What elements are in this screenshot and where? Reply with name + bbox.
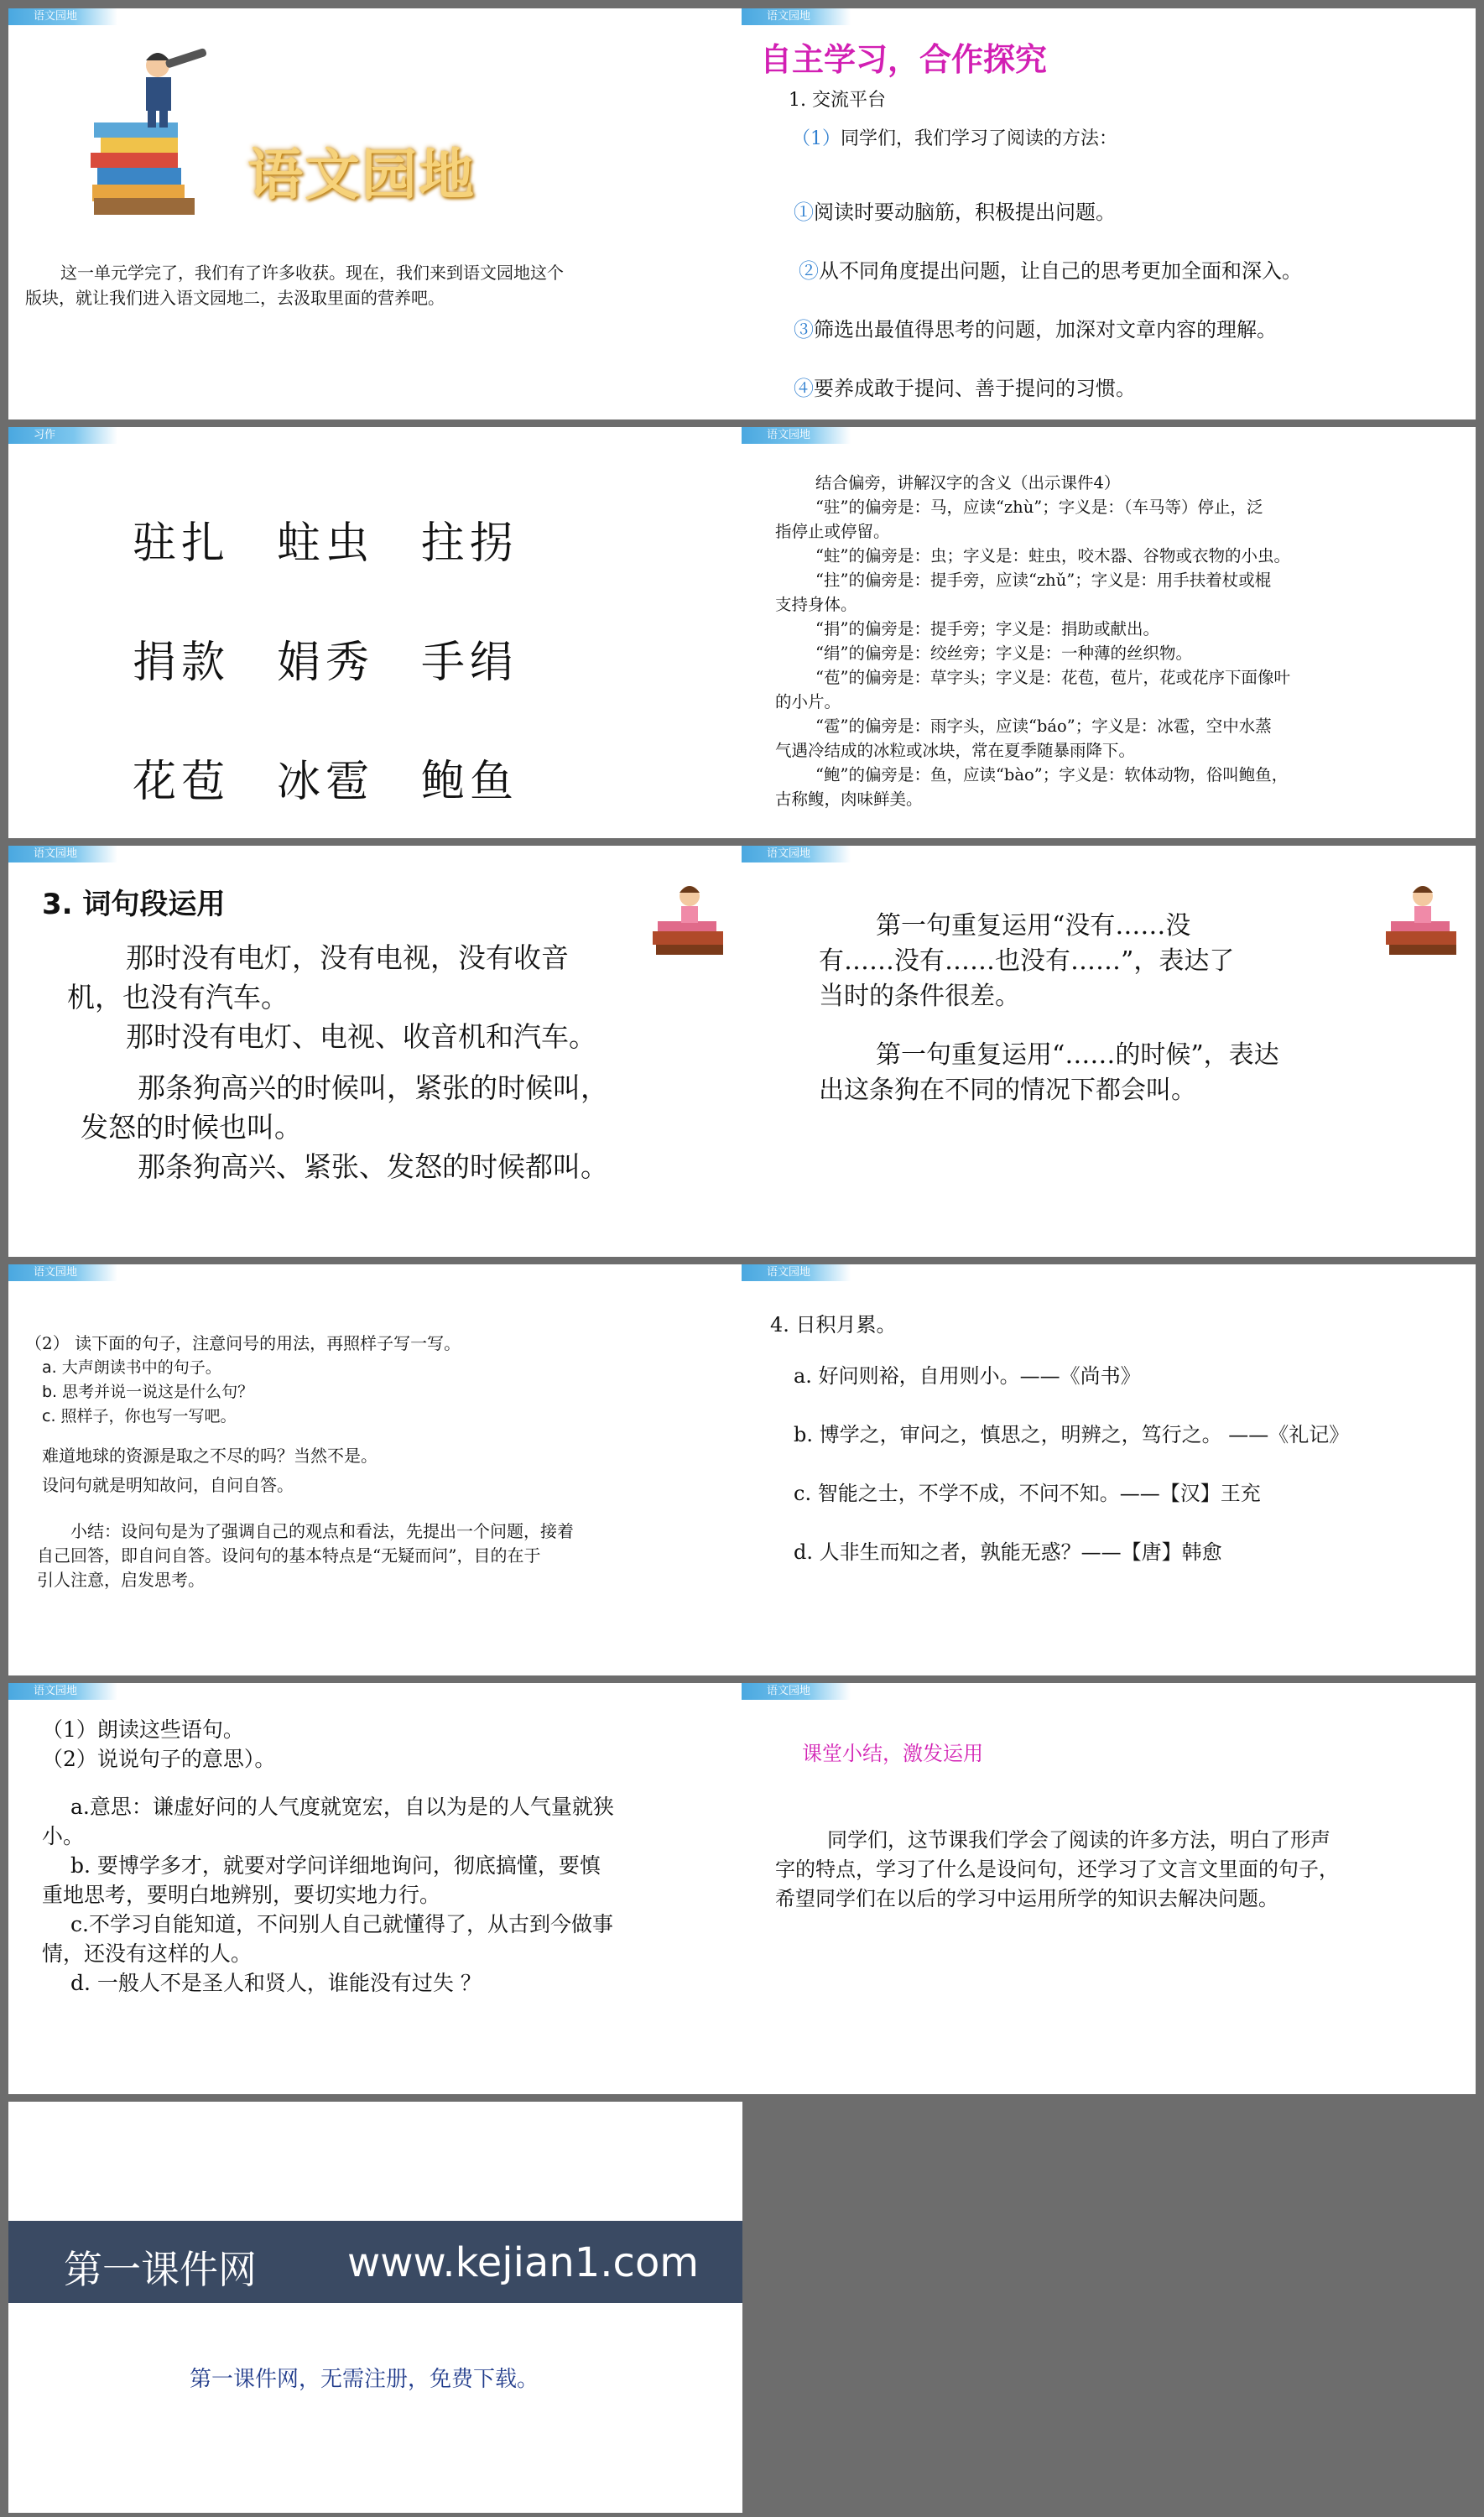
slide-summary bbox=[742, 1683, 1476, 2094]
method-item: ①阅读时要动脑筋，积极提出问题。 bbox=[794, 201, 1116, 224]
proverb-item: c. 智能之士，不学不成，不问不知。——【汉】王充 bbox=[794, 1482, 1261, 1505]
example-line: 难道地球的资源是取之不尽的吗？当然不是。 bbox=[42, 1446, 378, 1466]
meaning-line: 情，还没有这样的人。 bbox=[42, 1941, 253, 1966]
section-tag: 语文园地 bbox=[742, 1683, 851, 1700]
definition-line: 设问句就是明知故问，自问自答。 bbox=[42, 1475, 294, 1495]
slide-heading: 3. 词句段运用 bbox=[42, 888, 226, 921]
item-number: ④ bbox=[794, 377, 814, 400]
slide-title: 语文园地 bbox=[247, 143, 476, 207]
section-tag: 语文园地 bbox=[742, 8, 851, 25]
item-number: ② bbox=[799, 259, 819, 283]
sub-heading: 1. 交流平台 bbox=[789, 90, 886, 111]
example-sentence: 机，也没有汽车。 bbox=[67, 981, 289, 1014]
analysis-line: 第一句重复运用“……的时候”，表达 bbox=[876, 1040, 1279, 1070]
meaning-line: b. 要博学多才，就要对学问详细地询问，彻底搞懂，要慎 bbox=[70, 1853, 601, 1878]
slide-website-ad bbox=[8, 2102, 742, 2513]
meaning-line: a.意思：谦虚好问的人气度就宽宏，自以为是的人气量就狭 bbox=[70, 1795, 614, 1819]
slide-sentence-analysis bbox=[742, 846, 1476, 1257]
explanation-line: “雹”的偏旁是：雨字头，应读“báo”；字义是：冰雹，空中水蒸 bbox=[815, 717, 1272, 736]
slide-exchange-platform bbox=[742, 8, 1476, 420]
explanation-line: 的小片。 bbox=[775, 692, 841, 711]
vocab-word: 驻扎 bbox=[133, 519, 231, 569]
analysis-line: 出这条狗在不同的情况下都会叫。 bbox=[819, 1076, 1196, 1105]
section-tag: 语文园地 bbox=[8, 8, 117, 25]
slide-character-meanings bbox=[742, 427, 1476, 838]
vocab-word: 冰雹 bbox=[277, 757, 375, 807]
meaning-line: d. 一般人不是圣人和贤人，谁能没有过失 ？ bbox=[70, 1971, 482, 1995]
summary-line: 自己回答，即自问自答。设问句的基本特点是“无疑而问”，目的在于 bbox=[37, 1545, 541, 1566]
slide-heading: 4. 日积月累。 bbox=[770, 1313, 897, 1337]
vocab-word: 捐款 bbox=[133, 638, 231, 688]
analysis-line: 第一句重复运用“没有……没 bbox=[876, 911, 1191, 941]
method-item: ④要养成敢于提问、善于提问的习惯。 bbox=[794, 377, 1136, 400]
intro-text-line: 这一单元学完了，我们有了许多收获。现在，我们来到语文园地这个 bbox=[60, 263, 564, 283]
proverb-item: b. 博学之，审问之，慎思之，明辨之，笃行之。 ——《礼记》 bbox=[794, 1423, 1350, 1446]
explanation-line: 古称鳆，肉味鲜美。 bbox=[775, 789, 923, 809]
instruction-line: （2） 读下面的句子，注意问号的用法，再照样子写一写。 bbox=[25, 1333, 461, 1353]
telescope-man-illustration bbox=[76, 42, 218, 218]
slide-sentence-use bbox=[8, 846, 742, 1257]
summary-paragraph-line: 希望同学们在以后的学习中运用所学的知识去解决问题。 bbox=[775, 1887, 1278, 1910]
explanation-line: “苞”的偏旁是：草字头；字义是：花苞，苞片，花或花序下面像叶 bbox=[815, 668, 1290, 687]
summary-paragraph-line: 字的特点，学习了什么是设问句，还学习了文言文里面的句子， bbox=[775, 1858, 1339, 1881]
section-tag: 习作 bbox=[8, 427, 117, 444]
example-sentence: 那时没有电灯，没有电视，没有收音 bbox=[126, 941, 569, 974]
section-tag: 语文园地 bbox=[8, 1683, 117, 1700]
example-sentence: 那条狗高兴的时候叫，紧张的时候叫， bbox=[138, 1071, 608, 1104]
girl-reading-illustration bbox=[646, 878, 730, 961]
slide-intro bbox=[8, 8, 742, 420]
vocab-word: 蛀虫 bbox=[277, 519, 375, 569]
task-line: （1）朗读这些语句。 bbox=[42, 1717, 244, 1742]
section-tag: 语文园地 bbox=[742, 1264, 851, 1281]
explanation-line: 指停止或停留。 bbox=[775, 522, 890, 541]
item-number: ③ bbox=[794, 318, 814, 341]
explanation-line: 结合偏旁，讲解汉字的含义（出示课件4） bbox=[815, 473, 1121, 492]
explanation-line: “蛀”的偏旁是：虫；字义是：蛀虫，咬木器、谷物或衣物的小虫。 bbox=[815, 546, 1290, 565]
vocab-word: 鲍鱼 bbox=[421, 757, 519, 807]
intro-text-line: 版块，就让我们进入语文园地二，去汲取里面的营养吧。 bbox=[25, 288, 445, 308]
intro-number: （1） bbox=[792, 128, 841, 149]
summary-line: 引人注意，启发思考。 bbox=[37, 1570, 205, 1590]
website-banner[interactable] bbox=[8, 2221, 742, 2303]
example-sentence: 那条狗高兴、紧张、发怒的时候都叫。 bbox=[138, 1150, 608, 1183]
slide-rhetorical-question bbox=[8, 1264, 742, 1675]
step-item: a. 大声朗读书中的句子。 bbox=[42, 1358, 221, 1377]
analysis-line: 有……没有……也没有……”，表达了 bbox=[819, 946, 1235, 976]
slide-vocabulary bbox=[8, 427, 742, 838]
slide-heading: 课堂小结，激发运用 bbox=[802, 1742, 983, 1765]
meaning-line: 小。 bbox=[42, 1824, 85, 1848]
example-sentence: 那时没有电灯、电视、收音机和汽车。 bbox=[126, 1020, 596, 1053]
explanation-line: “捐”的偏旁是：提手旁；字义是：捐助或献出。 bbox=[815, 619, 1159, 638]
explanation-line: “驻”的偏旁是：马，应读“zhù”；字义是：（车马等）停止，泛 bbox=[815, 498, 1263, 517]
method-item: ②从不同角度提出问题，让自己的思考更加全面和深入。 bbox=[799, 259, 1302, 283]
vocab-word: 娟秀 bbox=[277, 638, 375, 688]
girl-reading-illustration bbox=[1379, 878, 1463, 961]
explanation-line: “绢”的偏旁是：绞丝旁；字义是：一种薄的丝织物。 bbox=[815, 644, 1192, 663]
section-tag: 语文园地 bbox=[742, 427, 851, 444]
vocab-word: 拄拐 bbox=[421, 519, 519, 569]
section-tag: 语文园地 bbox=[742, 846, 851, 862]
footer-text: 第一课件网，无需注册，免费下载。 bbox=[190, 2367, 539, 2392]
step-item: c. 照样子，你也写一写吧。 bbox=[42, 1407, 237, 1425]
slide-daily-accumulation bbox=[742, 1264, 1476, 1675]
slide-meanings bbox=[8, 1683, 742, 2094]
example-sentence: 发怒的时候也叫。 bbox=[81, 1111, 302, 1144]
method-item: ③筛选出最值得思考的问题，加深对文章内容的理解。 bbox=[794, 318, 1277, 341]
site-url[interactable]: www.kejian1.com bbox=[347, 2239, 700, 2286]
meaning-line: c.不学习自能知道，不问别人自己就懂得了，从古到今做事 bbox=[70, 1912, 613, 1936]
explanation-line: 支持身体。 bbox=[775, 595, 857, 614]
intro-text: 同学们，我们学习了阅读的方法： bbox=[841, 128, 1118, 149]
proverb-item: a. 好问则裕，自用则小。——《尚书》 bbox=[794, 1364, 1141, 1388]
vocab-word: 手绢 bbox=[421, 638, 519, 688]
site-name: 第一课件网 bbox=[64, 2247, 257, 2292]
analysis-line: 当时的条件很差。 bbox=[819, 982, 1020, 1011]
vocab-word: 花苞 bbox=[133, 757, 231, 807]
section-tag: 语文园地 bbox=[8, 846, 117, 862]
summary-line: 小结：设问句是为了强调自己的观点和看法，先提出一个问题，接着 bbox=[70, 1521, 574, 1541]
item-number: ① bbox=[794, 201, 814, 224]
explanation-line: 气遇冷结成的冰粒或冰块，常在夏季随暴雨降下。 bbox=[775, 741, 1136, 760]
explanation-line: “鲍”的偏旁是：鱼，应读“bào”；字义是：软体动物，俗叫鲍鱼， bbox=[815, 765, 1289, 784]
summary-paragraph-line: 同学们，这节课我们学会了阅读的许多方法，明白了形声 bbox=[827, 1828, 1330, 1852]
meaning-line: 重地思考，要明白地辨别，要切实地力行。 bbox=[42, 1883, 441, 1907]
explanation-line: “拄”的偏旁是：提手旁，应读“zhǔ”；字义是：用手扶着杖或棍 bbox=[815, 571, 1272, 590]
step-item: b. 思考并说一说这是什么句？ bbox=[42, 1383, 254, 1401]
slide-heading: 自主学习，合作探究 bbox=[760, 40, 1048, 78]
section-tag: 语文园地 bbox=[8, 1264, 117, 1281]
task-line: （2）说说句子的意思）。 bbox=[42, 1747, 276, 1771]
proverb-item: d. 人非生而知之者，孰能无惑？——【唐】韩愈 bbox=[794, 1540, 1222, 1564]
